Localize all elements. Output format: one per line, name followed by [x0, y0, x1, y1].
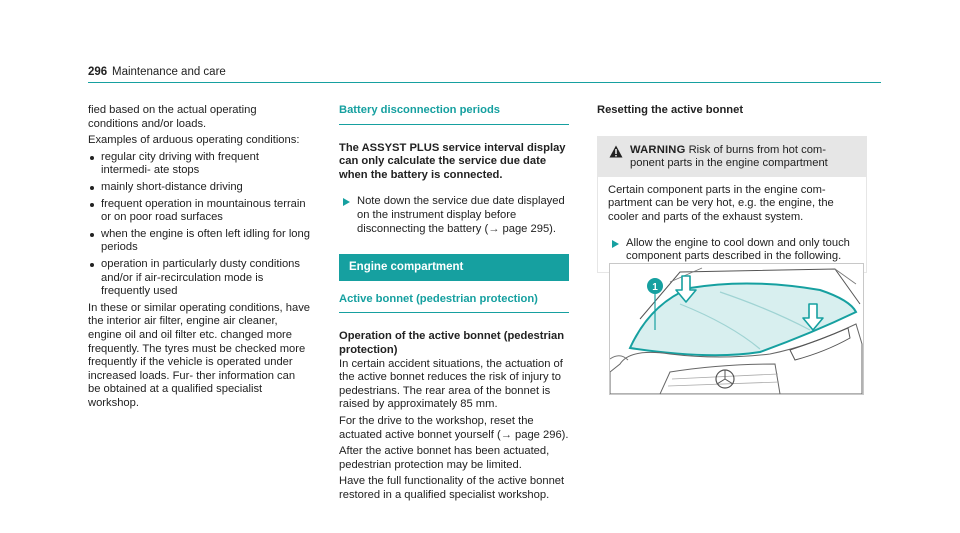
bullet-icon	[90, 186, 94, 190]
page-ref-link[interactable]: page 296).	[511, 428, 569, 441]
operation-paragraph: In certain accident situations, the actuation of the active bonnet reduces the risk of injury to pedestrians. The rear area of the bonnet is raised by approximately 85 mm.	[339, 357, 563, 411]
list-item: mainly short-distance driving	[88, 181, 310, 195]
examples-list	[88, 151, 310, 299]
warning-header	[598, 137, 866, 177]
page-number: 296	[88, 66, 108, 78]
closing-paragraph: In these or similar operating conditions, have the interior air filter, engine air cleaner, engine oil and oil filter etc. changed more frequently. The tyres must be checked more frequently if the vehicle is operated under increased loads. Fur- ther information can be obtained at a qualified specialist workshop.	[88, 301, 311, 409]
drive-paragraph: For the drive to the workshop, reset the actuated active bonnet yourself (→ page 296).	[339, 414, 569, 441]
reset-heading: Resetting the active bonnet	[597, 104, 744, 116]
warning-label: WARNING	[630, 143, 686, 156]
chapter-title: Maintenance and care	[112, 66, 226, 78]
car-bonnet-illustration	[610, 264, 863, 394]
header-rule	[88, 82, 881, 83]
assyst-heading: The ASSYST PLUS service interval display can only calculate the service due date when the battery is connected.	[339, 141, 566, 181]
column-middle	[339, 104, 569, 505]
action-arrow-icon	[343, 198, 350, 206]
column-left	[88, 104, 310, 413]
restore-paragraph: Have the full functionality of the active bonnet restored in a qualified specialist workshop.	[339, 475, 565, 501]
list-item: frequent operation in mountainous terrain or on poor road surfaces	[88, 198, 310, 225]
bullet-icon	[90, 233, 94, 237]
warning-box	[597, 136, 867, 273]
page-ref-arrow-icon: →	[488, 222, 500, 235]
warning-triangle-icon	[609, 145, 623, 158]
bullet-icon	[90, 156, 94, 160]
warning-title: Risk of burns from hot com- ponent parts in the engine compartment	[630, 143, 828, 170]
column-right	[597, 104, 867, 273]
section-rule	[339, 124, 569, 125]
action-arrow-icon	[612, 240, 619, 248]
bullet-icon	[90, 263, 94, 267]
bonnet-figure	[609, 263, 864, 395]
callout-number: 1	[652, 282, 658, 293]
examples-label: Examples of arduous operating conditions:	[88, 134, 300, 147]
operation-heading: Operation of the active bonnet (pedestrian protection)	[339, 330, 565, 356]
warning-paragraph: Certain component parts in the engine com- partment can be very hot, e.g. the engine, the cooler and parts of the exhaust system.	[608, 183, 834, 223]
intro-paragraph: fied based on the actual operating conditions and/or loads.	[88, 104, 257, 130]
list-item: regular city driving with frequent intermedi- ate stops	[88, 151, 310, 178]
section-rule	[339, 312, 569, 313]
warning-body	[598, 177, 866, 272]
engine-compartment-bar: Engine compartment	[339, 254, 569, 281]
page-ref-arrow-icon: →	[500, 428, 512, 441]
assyst-action: Note down the service due date displayed on the instrument display before disconnecting the battery (→ page 295).	[339, 195, 569, 236]
warning-action: Allow the engine to cool down and only touch component parts described in the following.	[608, 237, 858, 264]
bonnet-section-heading: Active bonnet (pedestrian protection)	[339, 292, 538, 305]
list-item: operation in particularly dusty conditions and/or if air-recirculation mode is frequently used	[88, 258, 310, 299]
after-paragraph: After the active bonnet has been actuated, pedestrian protection may be limited.	[339, 445, 550, 471]
bullet-icon	[90, 203, 94, 207]
page-ref-link[interactable]: page 295).	[499, 222, 557, 235]
list-item: when the engine is often left idling for long periods	[88, 228, 310, 255]
battery-section-heading: Battery disconnection periods	[339, 104, 501, 116]
